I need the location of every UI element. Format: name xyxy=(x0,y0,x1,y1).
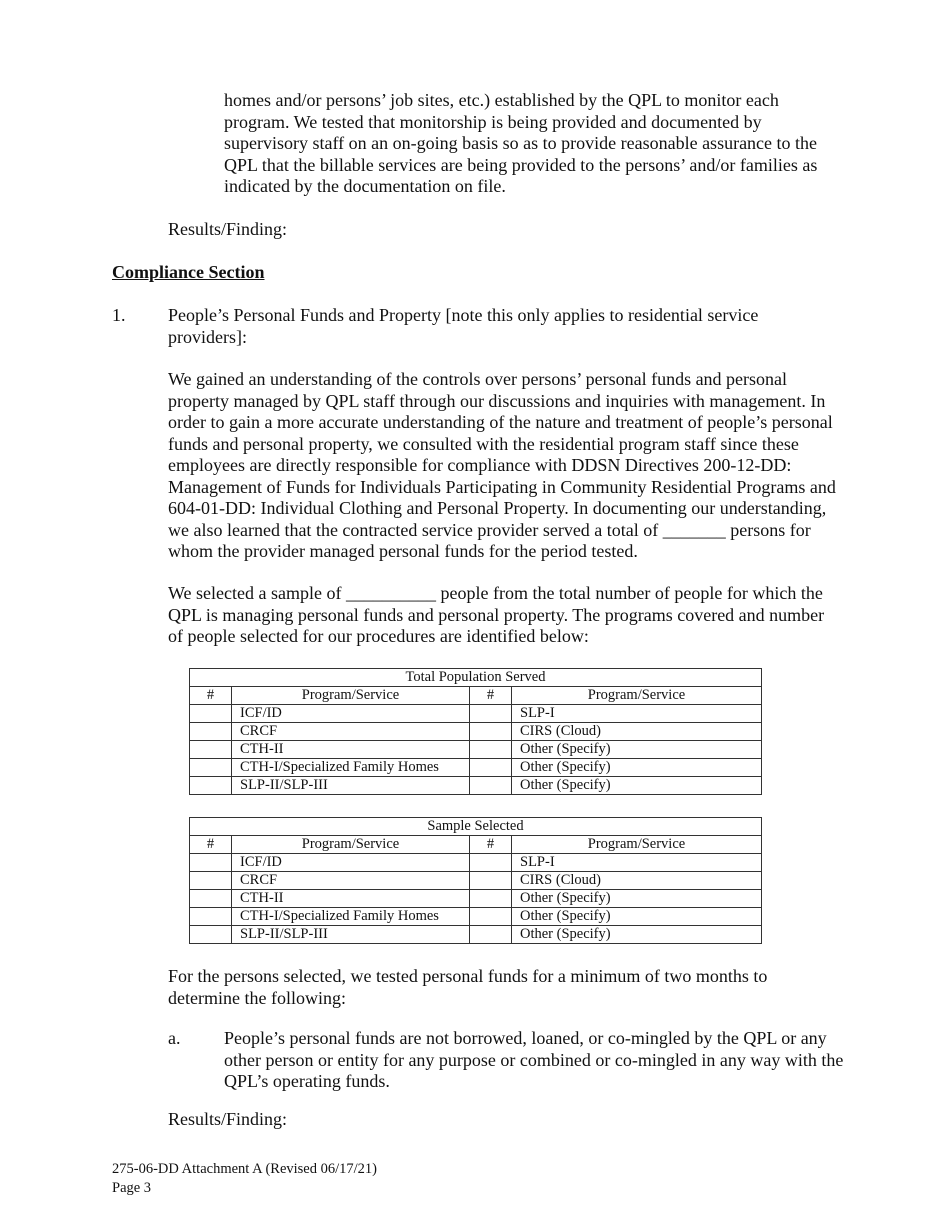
compliance-section-heading: Compliance Section xyxy=(112,262,265,282)
table-cell xyxy=(190,777,232,795)
results-finding-label: Results/Finding: xyxy=(168,219,288,239)
table-row xyxy=(190,777,762,795)
sub-item-text: People’s personal funds are not borrowed, loaned, or co-mingled by the QPL or any other person or entity for any purpose or combined or co-mingled in any way with the QPL’s operating funds. xyxy=(224,1028,844,1091)
table-cell xyxy=(470,741,512,759)
column-header: Program/Service xyxy=(232,687,470,705)
table-cell: Other (Specify) xyxy=(512,926,762,944)
table-cell xyxy=(470,759,512,777)
table-row xyxy=(190,759,762,777)
intro-paragraph: homes and/or persons’ job sites, etc.) established by the QPL to monitor each program. We tested that monitorship is being provided and documented by supervisory staff on an on-going basis so as to provide reasonable assurance to the QPL that the billable services are being provided to the persons’ and/or families as indicated by the documentation on file. xyxy=(224,90,818,196)
column-header: # xyxy=(190,836,232,854)
table-cell: SLP-II/SLP-III xyxy=(232,926,470,944)
sub-item-letter: a. xyxy=(168,1028,181,1048)
table-cell xyxy=(190,926,232,944)
table-cell: CRCF xyxy=(232,872,470,890)
item-title: People’s Personal Funds and Property [note this only applies to residential service providers]: xyxy=(168,305,759,347)
table-cell xyxy=(190,741,232,759)
table-cell: CIRS (Cloud) xyxy=(512,723,762,741)
table-row xyxy=(190,741,762,759)
table-cell xyxy=(470,872,512,890)
table-row xyxy=(190,723,762,741)
page-footer xyxy=(112,1160,377,1198)
column-header: Program/Service xyxy=(232,836,470,854)
table-cell xyxy=(190,759,232,777)
table-row xyxy=(190,926,762,944)
population-table xyxy=(189,668,762,795)
table-row xyxy=(190,908,762,926)
table-cell: CTH-I/Specialized Family Homes xyxy=(232,908,470,926)
table-cell: Other (Specify) xyxy=(512,777,762,795)
results-finding-label: Results/Finding: xyxy=(168,1109,288,1129)
table-cell xyxy=(470,926,512,944)
table-cell xyxy=(470,908,512,926)
table-cell: CTH-I/Specialized Family Homes xyxy=(232,759,470,777)
sample-paragraph: We selected a sample of __________ people from the total number of people for which the QPL is managing personal funds and personal property. The programs covered and number of people selected for our procedures are identified below: xyxy=(168,583,825,646)
table-cell: Other (Specify) xyxy=(512,741,762,759)
column-header: Program/Service xyxy=(512,836,762,854)
table-cell xyxy=(190,705,232,723)
table-title: Sample Selected xyxy=(190,818,762,836)
table-cell: CTH-II xyxy=(232,741,470,759)
table-cell xyxy=(190,723,232,741)
table-cell: ICF/ID xyxy=(232,705,470,723)
understanding-paragraph: We gained an understanding of the controls over persons’ personal funds and personal property managed by QPL staff through our discussions and inquiries with management. In order to gain a more accurate understanding of the nature and treatment of people’s personal funds and personal property, we consulted with the residential program staff since these employees are directly responsible for compliance with DDSN Directives 200-12-DD: Management of Funds for Individuals Participating in Community Residential Programs and 604-01-DD: Individual Clothing and Personal Property. In documenting our understanding, we also learned that the contracted service provider served a total of _______ persons for whom the provider managed personal funds for the period tested. xyxy=(168,369,836,561)
table-cell: SLP-I xyxy=(512,854,762,872)
table-cell xyxy=(190,890,232,908)
table-row xyxy=(190,872,762,890)
table-cell: Other (Specify) xyxy=(512,890,762,908)
table-cell xyxy=(470,854,512,872)
table-row xyxy=(190,854,762,872)
table-cell xyxy=(470,723,512,741)
table-cell xyxy=(470,777,512,795)
footer-document-id: 275-06-DD Attachment A (Revised 06/17/21) xyxy=(112,1161,377,1177)
table-cell xyxy=(470,890,512,908)
sample-table xyxy=(189,817,762,944)
table-title: Total Population Served xyxy=(190,669,762,687)
table-cell: CRCF xyxy=(232,723,470,741)
table-cell: ICF/ID xyxy=(232,854,470,872)
table-cell: Other (Specify) xyxy=(512,908,762,926)
table-cell: CIRS (Cloud) xyxy=(512,872,762,890)
column-header: # xyxy=(470,836,512,854)
column-header: Program/Service xyxy=(512,687,762,705)
column-header: # xyxy=(470,687,512,705)
item-number: 1. xyxy=(112,305,126,325)
table-cell: SLP-I xyxy=(512,705,762,723)
table-row xyxy=(190,705,762,723)
table-cell xyxy=(190,872,232,890)
table-cell: Other (Specify) xyxy=(512,759,762,777)
followup-paragraph: For the persons selected, we tested personal funds for a minimum of two months to determine the following: xyxy=(168,966,768,1008)
column-header: # xyxy=(190,687,232,705)
table-cell xyxy=(470,705,512,723)
table-row xyxy=(190,890,762,908)
table-cell xyxy=(190,854,232,872)
table-cell: SLP-II/SLP-III xyxy=(232,777,470,795)
footer-page-number: Page 3 xyxy=(112,1180,152,1196)
table-cell: CTH-II xyxy=(232,890,470,908)
table-cell xyxy=(190,908,232,926)
